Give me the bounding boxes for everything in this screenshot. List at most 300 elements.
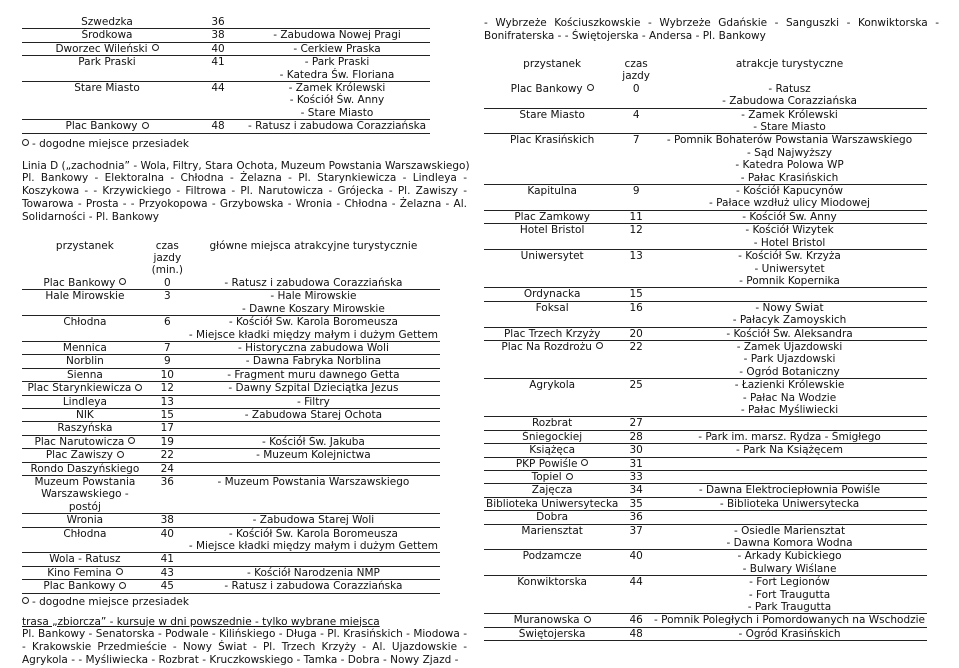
attraction-cell (652, 185, 927, 198)
table-row (484, 589, 927, 601)
table-row (22, 435, 440, 448)
travel-time: 28 (629, 430, 643, 443)
stop-name: Plac Bankowy (510, 82, 583, 95)
attraction-text: - Hale Mirowskie (270, 290, 357, 303)
transfer-icon (117, 451, 124, 458)
travel-time: 0 (163, 276, 171, 289)
time-cell (148, 435, 187, 448)
table-row (484, 340, 927, 353)
table-row (22, 566, 440, 579)
attraction-cell (652, 83, 927, 95)
stop-cell (484, 392, 620, 404)
right-route-continuation: - Wybrzeże Kościuszkowskie - Wybrzeże Gdańskie - Sanguszki - Konwiktorska - Bonifraterska - - Świętojerska - Andersa - Pl. Bankowy (484, 17, 939, 42)
attraction-cell (187, 435, 440, 448)
travel-time: 38 (211, 29, 225, 42)
stop-cell (484, 301, 620, 314)
time-cell (620, 614, 652, 627)
stop-name: Środkowa (81, 29, 133, 42)
stop-name: Agrykola (529, 379, 576, 392)
stop-cell (484, 288, 620, 301)
time-cell (620, 366, 652, 379)
stop-cell (22, 553, 148, 566)
travel-time: 16 (629, 301, 643, 314)
stop-name: Park Praski (78, 56, 136, 69)
table-row (484, 263, 927, 275)
travel-time: 7 (632, 134, 640, 147)
attraction-cell (652, 172, 927, 185)
stop-name: Plac Na Rozdrożu (501, 340, 592, 353)
time-cell (620, 563, 652, 576)
time-cell (148, 395, 187, 408)
attraction-text: - Kościół Wizytek (745, 224, 834, 237)
stop-name: Sienna (67, 368, 103, 381)
attraction-text: - Zabudowa Starej Woli (252, 514, 375, 527)
table-row (22, 290, 440, 303)
stop-cell (484, 379, 620, 392)
attraction-cell (244, 69, 430, 82)
stop-cell (22, 316, 148, 329)
attraction-cell (187, 580, 440, 593)
attraction-text: - Pałac Myśliwiecki (740, 403, 839, 416)
stop-name: Plac Zamkowy (514, 210, 590, 223)
stop-name: Wronia (66, 514, 104, 527)
stop-name: Biblioteka Uniwersytecka (486, 497, 619, 510)
table-row (22, 368, 440, 381)
attraction-cell (244, 29, 430, 42)
travel-time: 30 (629, 444, 643, 457)
table-row (484, 430, 927, 443)
table-row (484, 563, 927, 576)
table-row (22, 527, 440, 540)
attraction-cell (187, 290, 440, 303)
attraction-text: - Ratusz i zabudowa Corazziańska (247, 120, 427, 133)
table-row (22, 120, 430, 133)
stop-cell (22, 277, 148, 290)
attraction-cell (652, 314, 927, 327)
table-row (484, 550, 927, 563)
attraction-text: - Miejsce kładki między małym i dużym Gettem (188, 328, 438, 341)
time-cell (148, 316, 187, 329)
stop-name: Plac Bankowy (65, 120, 138, 133)
travel-time: 40 (629, 550, 643, 563)
attraction-text: - Kościół Św. Karola Boromeusza (228, 316, 398, 329)
time-cell (148, 368, 187, 381)
stop-cell (484, 576, 620, 589)
time-cell (620, 511, 652, 524)
attraction-cell (187, 566, 440, 579)
time-cell (148, 277, 187, 290)
attraction-cell (652, 197, 927, 210)
travel-time: 40 (160, 527, 174, 540)
table-row (484, 288, 927, 301)
time-cell (148, 382, 187, 395)
stop-cell (22, 82, 192, 95)
transfer-icon (142, 122, 149, 129)
table-row (484, 576, 927, 589)
stop-cell (484, 275, 620, 288)
time-cell (620, 108, 652, 121)
stop-name: Plac Bankowy (43, 276, 116, 289)
travel-time: 22 (160, 449, 174, 462)
attraction-cell (244, 56, 430, 69)
transfer-icon (119, 278, 126, 285)
time-cell (620, 172, 652, 185)
stop-cell (22, 514, 148, 527)
time-cell (148, 341, 187, 354)
attraction-text: - Park im. marsz. Rydza - Śmigłego (698, 430, 881, 443)
time-cell (620, 444, 652, 457)
attraction-text: - Stare Miasto (753, 121, 826, 134)
attraction-cell (652, 430, 927, 443)
stop-cell (484, 159, 620, 171)
stop-cell (22, 382, 148, 395)
attraction-text: - Kościół Narodzenia NMP (246, 566, 380, 579)
attraction-text: - Zabudowa Corazziańska (722, 95, 857, 108)
attraction-text: - Sąd Najwyższy (747, 146, 832, 159)
header-stop: przystanek (55, 239, 114, 252)
time-cell (192, 94, 244, 106)
attraction-cell (187, 341, 440, 354)
stop-cell (22, 435, 148, 448)
attraction-cell (244, 16, 430, 29)
transfer-icon (116, 568, 123, 575)
travel-time: 40 (211, 42, 225, 55)
travel-time: 12 (160, 382, 174, 395)
table-row (22, 16, 430, 29)
attraction-cell (187, 475, 440, 513)
line-d-route: Pl. Bankowy - Elektoralna - Chłodna - Żelazna - Pl. Starynkiewicza - Lindleya - Koszykowa - - Krzywickiego - Filtrowa - Pl. Narutowicza - Grójecka - Pl. Zawiszy - Towarowa - Prosta - - Przyokopowa - Grzybowska - Wronia - Chłodna - Żelazna - Al. Solidarności - Pl. Bankowy (22, 171, 467, 223)
stop-name: Kino Femina (47, 566, 112, 579)
time-cell (620, 601, 652, 614)
attraction-text: - Arkady Kubickiego (737, 550, 842, 563)
attraction-cell (652, 497, 927, 510)
table-row (22, 316, 440, 329)
attraction-cell (244, 120, 430, 133)
table-row (484, 484, 927, 497)
stop-cell (22, 475, 148, 513)
time-cell (620, 537, 652, 550)
table-row (22, 82, 430, 95)
stop-name: Topiel (531, 471, 562, 483)
trasa-zbiorcza-table (484, 58, 927, 641)
top-table-body (22, 16, 430, 133)
attraction-cell (652, 524, 927, 537)
travel-time: 4 (632, 108, 640, 121)
attraction-text: - Park Traugutta (747, 601, 832, 614)
time-cell (148, 580, 187, 593)
attraction-text: - Kościół Kapucynów (736, 185, 843, 198)
table-row (484, 83, 927, 95)
stop-cell (484, 601, 620, 614)
time-cell (620, 417, 652, 430)
time-cell (620, 288, 652, 301)
travel-time: 22 (629, 340, 643, 353)
stop-cell (484, 147, 620, 159)
table-row (22, 69, 430, 82)
right-column (484, 0, 942, 641)
stop-name: Plac Zawiszy (45, 449, 113, 462)
r-header-attractions: atrakcje turystyczne (735, 58, 844, 70)
time-cell (192, 42, 244, 55)
stop-cell (484, 224, 620, 237)
time-cell (620, 404, 652, 417)
stop-name: Uniwersytet (520, 250, 584, 263)
attraction-cell (652, 288, 927, 301)
time-cell (620, 185, 652, 198)
time-cell (620, 430, 652, 443)
attraction-cell (187, 553, 440, 566)
stop-cell (484, 185, 620, 198)
attraction-cell (652, 366, 927, 379)
attraction-text: - Pomnik Kopernika (739, 274, 840, 287)
table-row (22, 514, 440, 527)
stop-name: Muzeum Powstania Warszawskiego - postój (34, 475, 136, 513)
time-cell (620, 134, 652, 147)
travel-time: 45 (160, 580, 174, 593)
stop-name: Świętojerska (518, 627, 586, 640)
stop-cell (22, 303, 148, 316)
attraction-cell (652, 471, 927, 484)
attraction-cell (187, 408, 440, 421)
time-cell (620, 340, 652, 353)
table-row (22, 395, 440, 408)
travel-time: 10 (160, 368, 174, 381)
time-cell (620, 327, 652, 340)
attraction-text: - Zamek Królewski (741, 108, 838, 121)
stop-cell (22, 540, 148, 553)
stop-cell (484, 83, 620, 95)
attraction-cell (187, 462, 440, 475)
attraction-text: - Ratusz i zabudowa Corazziańska (224, 580, 403, 593)
stop-cell (22, 329, 148, 342)
table-row (484, 511, 927, 524)
stop-cell (484, 589, 620, 601)
time-cell (620, 550, 652, 563)
left-column (22, 0, 474, 667)
stop-cell (484, 484, 620, 497)
transfer-icon (135, 384, 142, 391)
attraction-text: - Łazienki Królewskie (734, 379, 845, 392)
attraction-cell (652, 627, 927, 640)
time-cell (620, 121, 652, 134)
stop-name: Konwiktorska (517, 576, 587, 589)
travel-time: 36 (211, 16, 225, 28)
travel-time: 7 (163, 341, 171, 354)
travel-time: 20 (629, 327, 643, 340)
table-row (484, 627, 927, 640)
stop-cell (484, 430, 620, 443)
table-row (484, 275, 927, 288)
stop-name: Plac Starynkiewicza (27, 382, 132, 395)
attraction-cell (652, 392, 927, 404)
attraction-text: - Muzeum Powstania Warszawskiego (217, 475, 410, 488)
stop-cell (484, 511, 620, 524)
transfer-icon (566, 473, 573, 480)
stop-cell (22, 107, 192, 120)
transfer-icon (128, 437, 135, 444)
stop-cell (484, 404, 620, 417)
attraction-text: - Pałac Krasińskich (740, 171, 839, 184)
table-row (484, 224, 927, 237)
attraction-text: - Ratusz i zabudowa Corazziańska (224, 276, 403, 289)
trasa-zbiorcza-route: Pl. Bankowy - Senatorska - Podwale - Kilińskiego - Długa - Pl. Krasińskich - Miodowa - - Krakowskie Przedmieście - Nowy Świat - Pl. Trzech Krzyży - Al. Ujazdowskie - Agrykola - - Myśliwiecka - Rozbrat - Kruczkowskiego - Tamka - Dobra - Nowy Zjazd - (22, 627, 467, 666)
attraction-cell (652, 327, 927, 340)
attraction-text: - Bulwary Wiślane (742, 562, 837, 575)
attraction-text: - Ogród Krasińskich (738, 627, 841, 640)
attraction-cell (652, 134, 927, 147)
r-header-stop: przystanek (523, 58, 582, 70)
table-row (22, 277, 440, 290)
stop-cell (22, 355, 148, 368)
attraction-text: - Pomnik Bohaterów Powstania Warszawskiego (666, 134, 913, 147)
table-row (22, 341, 440, 354)
stop-name: Rondo Daszyńskiego (30, 462, 140, 475)
table-row (22, 462, 440, 475)
attraction-cell (652, 484, 927, 497)
attraction-cell (187, 303, 440, 316)
travel-time: 25 (629, 379, 643, 392)
stop-cell (22, 395, 148, 408)
table-row (484, 417, 927, 430)
table-row (484, 159, 927, 171)
stop-cell (484, 134, 620, 147)
table-row (22, 94, 430, 106)
table-row (22, 56, 430, 69)
attraction-text: - Stare Miasto (300, 106, 374, 119)
attraction-cell (187, 395, 440, 408)
stop-cell (484, 340, 620, 353)
time-cell (192, 82, 244, 95)
attraction-text: - Katedra Polowa WP (735, 159, 844, 172)
attraction-cell (652, 210, 927, 223)
attraction-cell (187, 329, 440, 342)
stop-cell (484, 524, 620, 537)
table-row (484, 314, 927, 327)
stop-name: Stare Miasto (74, 82, 140, 95)
attraction-cell (652, 237, 927, 250)
time-cell (148, 566, 187, 579)
time-cell (620, 210, 652, 223)
time-cell (148, 475, 187, 513)
stop-cell (484, 263, 620, 275)
attraction-cell (652, 159, 927, 171)
table-row (484, 366, 927, 379)
time-cell (192, 56, 244, 69)
attraction-cell (187, 382, 440, 395)
attraction-cell (244, 42, 430, 55)
travel-time: 43 (160, 566, 174, 579)
stop-name: Chłodna (63, 316, 107, 329)
transfer-icon (581, 459, 588, 466)
attraction-text: - Biblioteka Uniwersytecka (719, 497, 860, 510)
attraction-text: - Dawna Komora Wodna (726, 537, 853, 550)
table-row (484, 444, 927, 457)
travel-time: 48 (211, 120, 225, 133)
travel-time: 48 (629, 627, 643, 640)
attraction-text: - Fragment muru dawnego Getta (227, 368, 400, 381)
transfer-legend-2 (22, 596, 474, 608)
table-row (22, 303, 440, 316)
time-cell (620, 159, 652, 171)
stop-cell (484, 457, 620, 470)
travel-time: 24 (160, 462, 174, 475)
stop-name: Wola - Ratusz (49, 553, 121, 566)
header-attractions: główne miejsca atrakcyjne turystycznie (209, 239, 418, 252)
table-row (484, 497, 927, 510)
table-row (22, 408, 440, 421)
attraction-text: - Kościół Św. Karola Boromeusza (228, 527, 398, 540)
stop-cell (22, 69, 192, 82)
attraction-text: - Pałacyk Zamoyskich (732, 314, 847, 327)
stop-name: NIK (75, 408, 94, 421)
stop-cell (22, 290, 148, 303)
time-cell (148, 527, 187, 540)
line-schedule-table-continuation (22, 16, 430, 134)
stop-name: Mariensztat (521, 524, 583, 537)
attraction-cell (652, 589, 927, 601)
travel-time: 15 (629, 288, 643, 301)
attraction-text: - Zamek Królewski (288, 82, 386, 95)
stop-name: Szwedzka (81, 16, 133, 28)
attraction-cell (187, 449, 440, 462)
travel-time: 41 (160, 553, 174, 566)
time-cell (148, 290, 187, 303)
stop-cell (22, 16, 192, 29)
travel-time: 37 (629, 524, 643, 537)
table-row (484, 147, 927, 159)
table-row (22, 355, 440, 368)
time-cell (620, 95, 652, 108)
time-cell (192, 107, 244, 120)
stop-cell (22, 42, 192, 55)
attraction-text: - Nowy Świat (755, 301, 824, 314)
attraction-cell (652, 121, 927, 134)
time-cell (620, 392, 652, 404)
trasa-zbiorcza-title (22, 616, 474, 628)
time-cell (192, 69, 244, 82)
table-row (484, 250, 927, 263)
time-cell (620, 275, 652, 288)
attraction-cell (244, 107, 430, 120)
time-cell (148, 329, 187, 342)
table-row (22, 382, 440, 395)
travel-time: 0 (632, 82, 640, 95)
time-cell (620, 83, 652, 95)
time-cell (620, 250, 652, 263)
attraction-cell (652, 550, 927, 563)
time-cell (148, 540, 187, 553)
attraction-text: - Fort Traugutta (748, 588, 831, 601)
table-row (484, 404, 927, 417)
stop-cell (22, 341, 148, 354)
travel-time: 41 (211, 56, 225, 69)
time-cell (192, 16, 244, 29)
attraction-cell (244, 82, 430, 95)
stop-cell (484, 327, 620, 340)
attraction-text: - Park Ujazdowski (743, 353, 836, 366)
attraction-text: - Dawna Fabryka Norblina (245, 355, 382, 368)
stop-cell (22, 566, 148, 579)
line-d-table (22, 240, 440, 594)
travel-time: 44 (211, 82, 225, 95)
table-row (22, 475, 440, 513)
attraction-cell (652, 108, 927, 121)
transfer-icon (22, 597, 29, 604)
attraction-text: - Kościół Św. Anny (289, 94, 385, 107)
table-row (484, 134, 927, 147)
attraction-text: - Cerkiew Praska (293, 42, 381, 55)
stop-cell (484, 497, 620, 510)
